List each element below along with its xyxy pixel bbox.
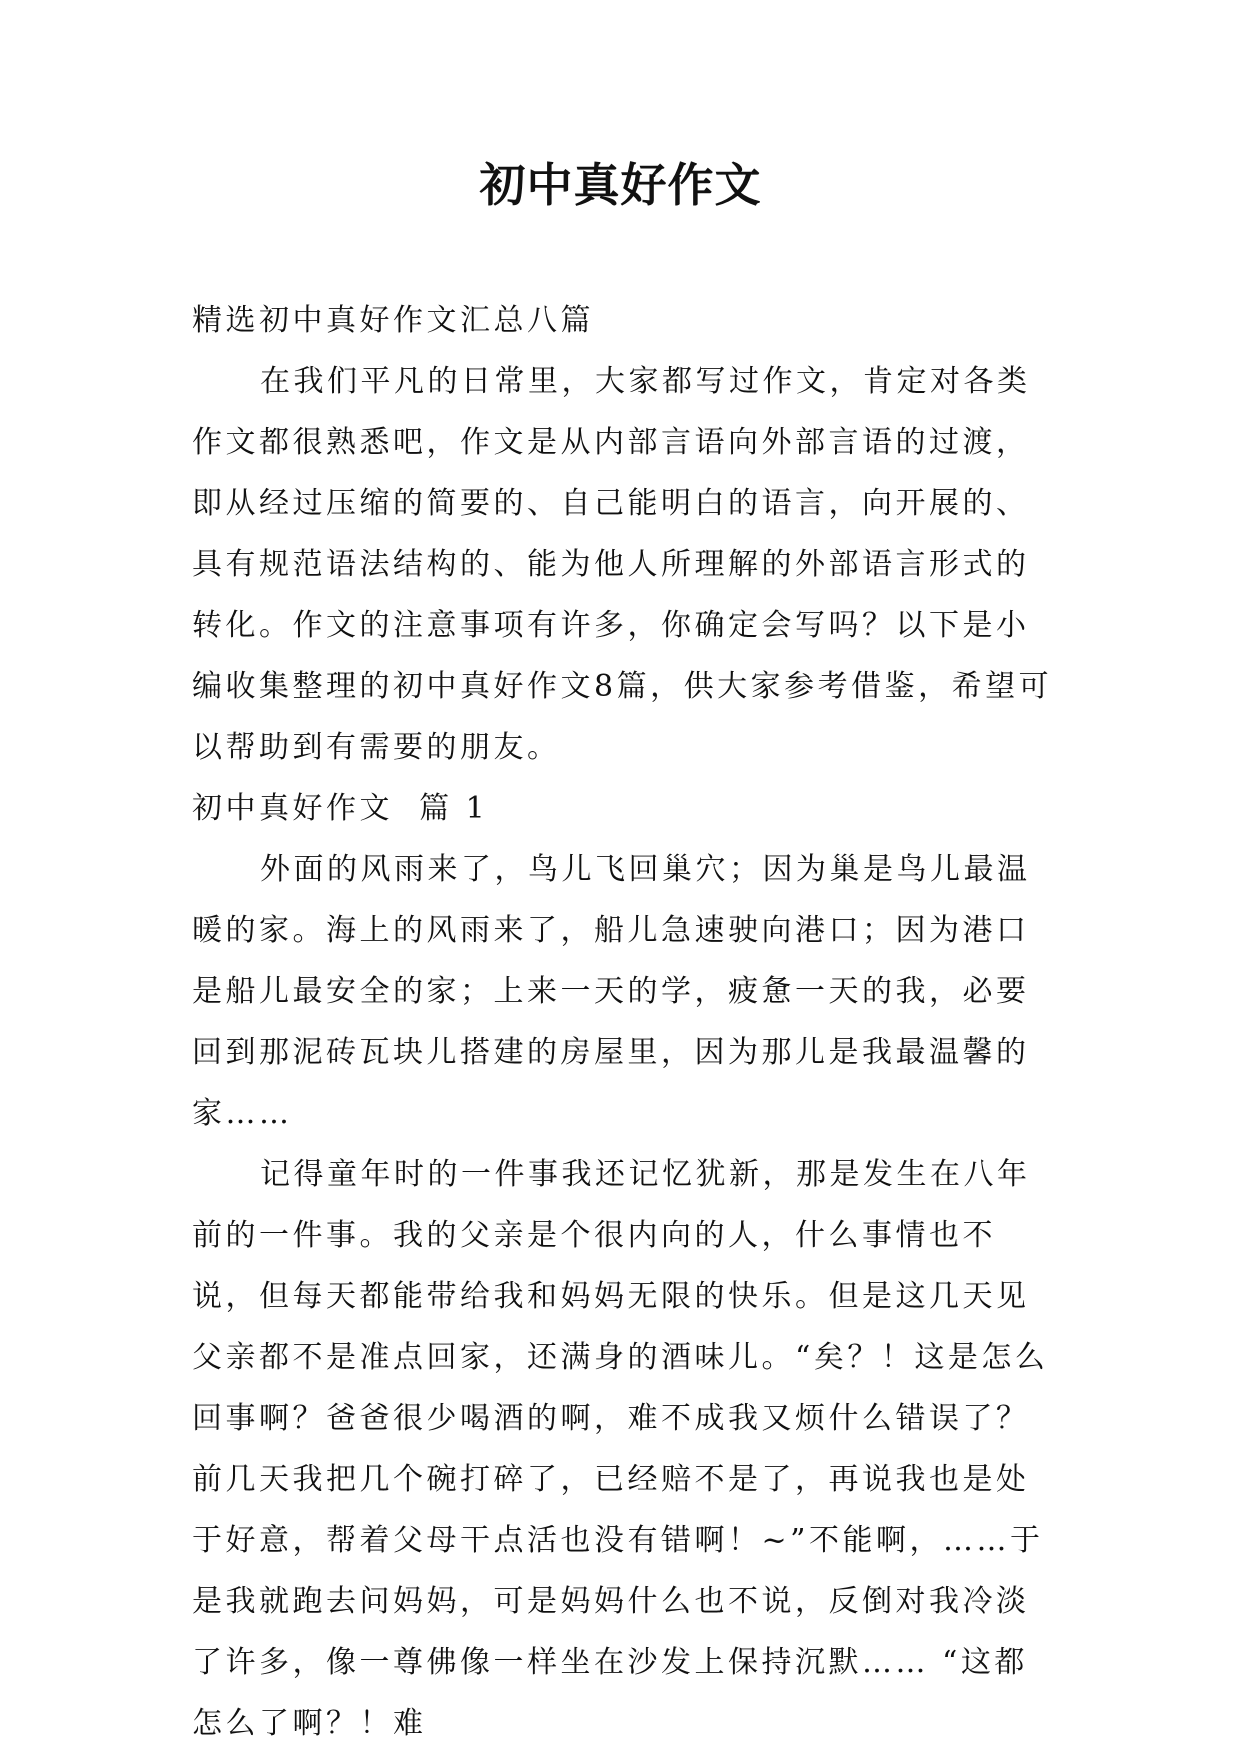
section-heading: 初中真好作文 篇 1 — [192, 791, 489, 826]
essay-paragraph-1: 外面的风雨来了，鸟儿飞回巢穴；因为巢是鸟儿最温暖的家。海上的风雨来了，船儿急速驶向港口；因为港口是船儿最安全的家；上来一天的学，疲惫一天的我，必要回到那泥砖瓦块儿搭建的房屋里，因为那儿是我最温馨的家…… — [192, 852, 1031, 1131]
document-title: 初中真好作文 — [479, 158, 762, 212]
document-body — [192, 290, 1054, 1754]
document-subtitle: 精选初中真好作文汇总八篇 — [192, 303, 594, 338]
intro-paragraph: 在我们平凡的日常里，大家都写过作文，肯定对各类作文都很熟悉吧，作文是从内部言语向外部言语的过渡，即从经过压缩的简要的、自己能明白的语言，向开展的、具有规范语法结构的、能为他人所理解的外部语言形式的转化。作文的注意事项有许多，你确定会写吗？以下是小编收集整理的初中真好作文8篇，供大家参考借鉴，希望可以帮助到有需要的朋友。 — [192, 364, 1053, 765]
essay-paragraph-2: 记得童年时的一件事我还记忆犹新，那是发生在八年前的一件事。我的父亲是个很内向的人，什么事情也不说，但每天都能带给我和妈妈无限的快乐。但是这几天见父亲都不是准点回家，还满身的酒味儿。“矣？！这是怎么回事啊？爸爸很少喝酒的啊，难不成我又烦什么错误了？前几天我把几个碗打碎了，已经赔不是了，再说我也是处于好意，帮着父母干点活也没有错啊！~”不能啊，……于是我就跑去问妈妈，可是妈妈什么也不说，反倒对我冷淡了许多，像一尊佛像一样坐在沙发上保持沉默…… “这都怎么了啊？！难 — [192, 1157, 1049, 1741]
